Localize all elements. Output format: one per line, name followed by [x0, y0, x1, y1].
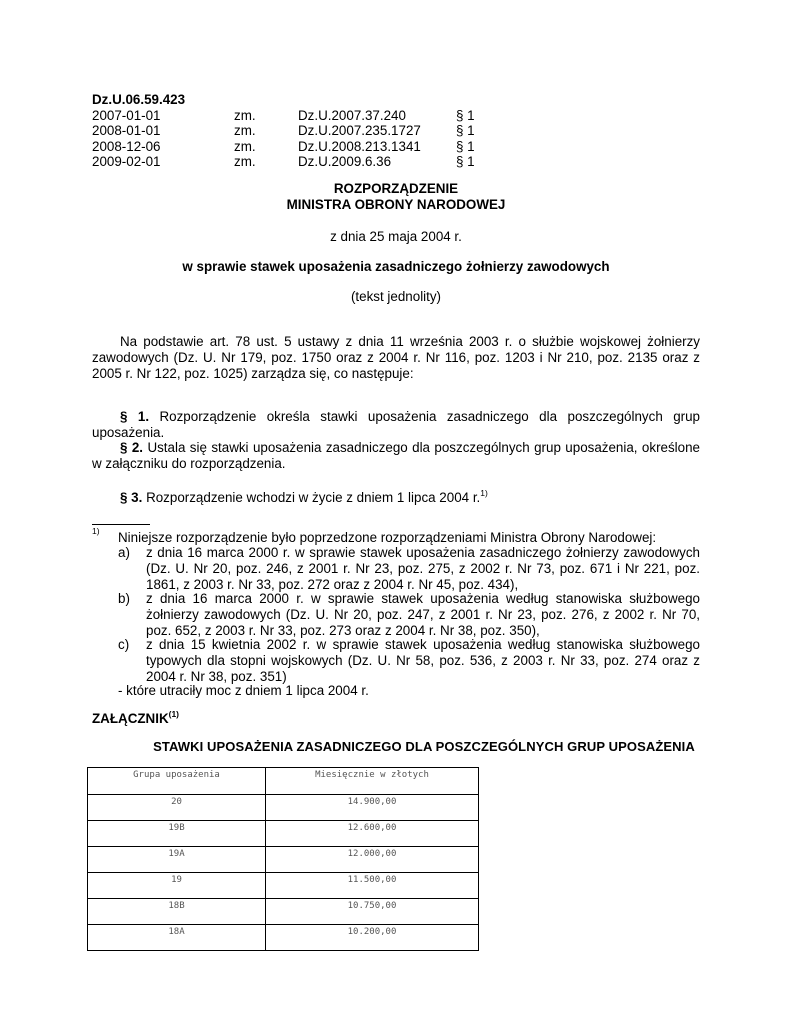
table-row [88, 925, 479, 951]
paragraph-label: § 2. [120, 440, 144, 455]
footnote-intro: Niniejsze rozporządzenie było poprzedzone rozporządzeniami Ministra Obrony Narodowej: [118, 530, 657, 545]
table-cell-group: 19 [88, 873, 266, 899]
amendment-type: zm. [234, 154, 256, 169]
table-row [88, 795, 479, 821]
amendment-type: zm. [234, 107, 256, 123]
amendment-ref: Dz.U.2007.37.240 [298, 107, 406, 123]
paragraph-1 [92, 409, 700, 441]
rates-table [87, 767, 479, 951]
table-cell-amount: 11.500,00 [266, 873, 479, 899]
footnote-item [118, 637, 700, 684]
amendment-date: 2007-01-01 [92, 107, 161, 123]
paragraph-text: Ustala się stawki uposażenia zasadniczego dla poszczególnych grup uposażenia, określone w załączniku do rozporządzenia. [92, 440, 700, 471]
amendment-row [92, 123, 475, 139]
paragraph-text: Rozporządzenie wchodzi w życie z dniem 1 lipca 2004 r. [142, 490, 481, 505]
amendment-paragraph: § 1 [456, 123, 475, 138]
table-cell-amount: 12.600,00 [266, 821, 479, 847]
amendment-paragraph: § 1 [456, 154, 475, 169]
amendment-paragraph: § 1 [456, 138, 475, 154]
column-header: Grupa uposażenia [88, 768, 266, 795]
table-row [88, 873, 479, 899]
journal-id: Dz.U.06.59.423 [92, 92, 186, 107]
paragraph-2 [92, 440, 700, 472]
amendment-row [92, 107, 475, 124]
annex-label [92, 709, 179, 726]
document-date: z dnia 25 maja 2004 r. [330, 229, 462, 244]
footnote-separator [92, 524, 150, 525]
table-cell-group: 18B [88, 899, 266, 925]
column-header: Miesięcznie w złotych [266, 768, 479, 795]
document-title [92, 181, 700, 213]
paragraph-label: § 1. [120, 409, 150, 424]
table-cell-group: 19B [88, 821, 266, 847]
document-subject: w sprawie stawek uposażenia zasadniczego żołnierzy zawodowych [182, 259, 610, 274]
document-note: (tekst jednolity) [350, 289, 442, 304]
amendment-row [92, 154, 475, 170]
footnote-item-text: z dnia 15 kwietnia 2002 r. w sprawie stawek uposażenia według stanowiska służbowego typowych dla stopni wojskowych (Dz. U. Nr 58, poz. 536, z 2003 r. Nr 33, poz. 274 oraz z 2004 r. Nr 38, poz. 351) [146, 637, 700, 684]
title-line-1: ROZPORZĄDZENIE [333, 181, 459, 196]
table-row [88, 821, 479, 847]
amendment-ref: Dz.U.2008.213.1341 [298, 138, 421, 154]
table-cell-amount: 14.900,00 [266, 795, 479, 821]
footnote-item-label: c) [118, 637, 130, 652]
footnote-end: - które utraciły moc z dniem 1 lipca 2004 r. [118, 683, 369, 698]
footnote-item-label: a) [118, 545, 130, 560]
footnote-item [118, 591, 700, 638]
amendment-paragraph: § 1 [456, 107, 475, 123]
table-header-row [88, 768, 479, 795]
table-cell-group: 18A [88, 925, 266, 951]
annex-label-text: ZAŁĄCZNIK [92, 711, 169, 726]
footnote-item [118, 545, 700, 592]
amendment-date: 2009-02-01 [92, 154, 161, 169]
footnote-item-label: b) [118, 591, 130, 606]
amendment-ref: Dz.U.2007.235.1727 [298, 123, 421, 138]
footnote-mark: 1) [92, 526, 100, 536]
annex-sup: (1) [168, 709, 180, 719]
paragraph-text: Rozporządzenie określa stawki uposażenia zasadniczego dla poszczególnych grup uposażenia. [92, 409, 701, 440]
table-row [88, 899, 479, 925]
footnote-item-text: z dnia 16 marca 2000 r. w sprawie stawek uposażenia według stanowiska służbowego żołnierzy zawodowych (Dz. U. Nr 20, poz. 247, z 2001 r. Nr 23, poz. 276, z 2002 r. Nr 70, poz. 652, z 2003 r. Nr 33, poz. 273 oraz z 2004 r. Nr 38, poz. 350), [146, 591, 700, 638]
amendment-type: zm. [234, 138, 256, 154]
annex-title: STAWKI UPOSAŻENIA ZASADNICZEGO DLA POSZCZEGÓLNYCH GRUP UPOSAŻENIA [153, 739, 695, 754]
amendment-date: 2008-12-06 [92, 138, 161, 154]
amendment-history [92, 92, 475, 170]
table-row [88, 847, 479, 873]
amendment-ref: Dz.U.2009.6.36 [298, 154, 392, 169]
paragraph-label: § 3. [120, 490, 143, 505]
table-cell-amount: 12.000,00 [266, 847, 479, 873]
table-cell-group: 19A [88, 847, 266, 873]
table-cell-amount: 10.750,00 [266, 899, 479, 925]
table-cell-amount: 10.200,00 [266, 925, 479, 951]
amendment-type: zm. [234, 123, 256, 138]
paragraph-3 [92, 486, 700, 506]
amendment-row [92, 138, 475, 155]
footnote-item-text: z dnia 16 marca 2000 r. w sprawie stawek uposażenia zasadniczego żołnierzy zawodowych (Dz. U. Nr 20, poz. 246, z 2001 r. Nr 23, poz. 275, z 2002 r. Nr 73, poz. 671 i Nr 221, poz. 1861, z 2003 r. Nr 33, poz. 272 oraz z 2004 r. Nr 45, poz. 434), [146, 545, 700, 592]
table-cell-group: 20 [88, 795, 266, 821]
preamble: Na podstawie art. 78 ust. 5 ustawy z dnia 11 września 2003 r. o służbie wojskowej żołnierzy zawodowych (Dz. U. Nr 179, poz. 1750 oraz z 2004 r. Nr 116, poz. 1203 i Nr 210, poz. 2135 oraz z 2005 r. Nr 122, poz. 1025) zarządza się, co następuje: [92, 334, 700, 381]
amendment-date: 2008-01-01 [92, 123, 161, 138]
footnote-ref: 1) [480, 488, 488, 498]
title-line-2: MINISTRA OBRONY NARODOWEJ [286, 197, 506, 212]
